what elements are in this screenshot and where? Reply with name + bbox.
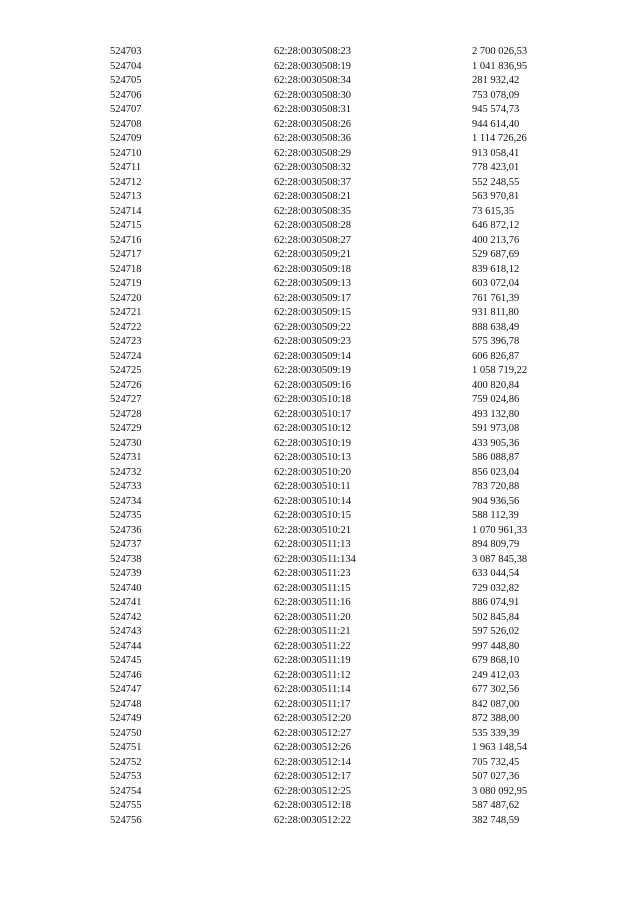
row-number-cell: 524756 <box>110 814 142 826</box>
cadastral-number-cell: 62:28:0030508:28 <box>274 220 352 231</box>
table-row <box>110 292 562 307</box>
cadastral-number-cell: 62:28:0030510:17 <box>274 408 352 420</box>
cadastral-value-cell: 856 023,04 <box>472 466 520 478</box>
cadastral-value-cell: 249 412,03 <box>472 669 520 681</box>
row-number-cell: 524724 <box>110 350 142 362</box>
table-row <box>110 147 562 162</box>
cadastral-value-cell: 552 248,55 <box>472 176 520 188</box>
table-row <box>110 567 562 582</box>
table-row <box>110 814 562 829</box>
table-row <box>110 234 562 249</box>
table-row <box>110 495 562 510</box>
cadastral-number-cell: 62:28:0030511:14 <box>274 684 351 695</box>
table-row <box>110 741 562 756</box>
cadastral-number-cell: 62:28:0030510:12 <box>274 423 352 434</box>
table-row <box>110 60 562 75</box>
row-number-cell: 524714 <box>110 205 142 217</box>
cadastral-number-cell: 62:28:0030509:17 <box>274 292 352 304</box>
cadastral-number-cell: 62:28:0030511:20 <box>274 611 351 623</box>
cadastral-number-cell: 62:28:0030509:22 <box>274 321 352 333</box>
cadastral-value-cell: 382 748,59 <box>472 814 520 826</box>
cadastral-value-cell: 944 614,40 <box>472 118 520 130</box>
row-number-cell: 524708 <box>110 118 142 130</box>
cadastral-number-cell: 62:28:0030512:20 <box>274 713 352 724</box>
cadastral-value-cell: 633 044,54 <box>472 568 520 579</box>
table-row <box>110 379 562 394</box>
table-row <box>110 451 562 466</box>
cadastral-number-cell: 62:28:0030508:34 <box>274 75 352 86</box>
cadastral-value-cell: 1 041 836,95 <box>472 60 528 72</box>
table-row <box>110 393 562 408</box>
row-number-cell: 524717 <box>110 249 142 260</box>
table-row <box>110 263 562 278</box>
cadastral-number-cell: 62:28:0030508:30 <box>274 89 352 101</box>
table-row <box>110 422 562 437</box>
row-number-cell: 524753 <box>110 771 142 782</box>
table-row <box>110 248 562 263</box>
cadastral-value-cell: 535 339,39 <box>472 727 520 739</box>
cadastral-number-cell: 62:28:0030511:19 <box>274 655 351 666</box>
cadastral-number-cell: 62:28:0030511:12 <box>274 669 351 681</box>
cadastral-value-cell: 778 423,01 <box>472 162 520 173</box>
cadastral-value-cell: 913 058,41 <box>472 147 520 159</box>
cadastral-number-cell: 62:28:0030510:14 <box>274 495 352 507</box>
cadastral-number-cell: 62:28:0030511:13 <box>274 539 351 550</box>
cadastral-number-cell: 62:28:0030509:15 <box>274 307 352 318</box>
cadastral-value-cell: 591 973,08 <box>472 423 520 434</box>
table-row <box>110 176 562 191</box>
row-number-cell: 524728 <box>110 408 142 420</box>
row-number-cell: 524749 <box>110 713 142 724</box>
cadastral-value-cell: 679 868,10 <box>472 655 520 666</box>
cadastral-value-cell: 677 302,56 <box>472 684 520 695</box>
cadastral-number-cell: 62:28:0030508:31 <box>274 104 352 115</box>
table-row <box>110 727 562 742</box>
table-row <box>110 582 562 597</box>
table-row <box>110 553 562 568</box>
cadastral-number-cell: 62:28:0030510:20 <box>274 466 352 478</box>
cadastral-number-cell: 62:28:0030508:21 <box>274 191 352 202</box>
cadastral-number-cell: 62:28:0030508:36 <box>274 133 352 144</box>
table-row <box>110 437 562 452</box>
row-number-cell: 524709 <box>110 133 142 144</box>
table-row <box>110 611 562 626</box>
cadastral-value-cell: 606 826,87 <box>472 350 520 362</box>
row-number-cell: 524723 <box>110 336 142 347</box>
table-row <box>110 654 562 669</box>
table-row <box>110 118 562 133</box>
cadastral-number-cell: 62:28:0030508:19 <box>274 60 352 72</box>
cadastral-value-cell: 575 396,78 <box>472 336 520 347</box>
cadastral-value-cell: 894 809,79 <box>472 539 520 550</box>
cadastral-number-cell: 62:28:0030512:27 <box>274 727 352 739</box>
table-body <box>110 45 562 828</box>
row-number-cell: 524746 <box>110 669 142 681</box>
row-number-cell: 524704 <box>110 60 142 72</box>
cadastral-value-cell: 945 574,73 <box>472 104 520 115</box>
row-number-cell: 524732 <box>110 466 142 478</box>
cadastral-value-cell: 872 388,00 <box>472 713 520 724</box>
cadastral-value-cell: 586 088,87 <box>472 452 520 463</box>
table-row <box>110 625 562 640</box>
row-number-cell: 524737 <box>110 539 142 550</box>
cadastral-number-cell: 62:28:0030510:11 <box>274 481 351 492</box>
table-row <box>110 466 562 481</box>
cadastral-value-cell: 493 132,80 <box>472 408 520 420</box>
row-number-cell: 524729 <box>110 423 142 434</box>
row-number-cell: 524725 <box>110 365 142 376</box>
row-number-cell: 524740 <box>110 582 142 594</box>
cadastral-number-cell: 62:28:0030508:37 <box>274 176 352 188</box>
cadastral-number-cell: 62:28:0030512:25 <box>274 785 352 797</box>
row-number-cell: 524735 <box>110 510 142 521</box>
cadastral-number-cell: 62:28:0030511:134 <box>274 553 356 565</box>
cadastral-number-cell: 62:28:0030509:13 <box>274 278 352 289</box>
table-row <box>110 683 562 698</box>
cadastral-number-cell: 62:28:0030512:26 <box>274 742 352 753</box>
cadastral-value-cell: 433 905,36 <box>472 437 520 449</box>
cadastral-value-cell: 646 872,12 <box>472 220 520 231</box>
row-number-cell: 524727 <box>110 394 142 405</box>
cadastral-value-cell: 1 963 148,54 <box>472 742 528 753</box>
row-number-cell: 524721 <box>110 307 142 318</box>
cadastral-number-cell: 62:28:0030510:15 <box>274 510 352 521</box>
cadastral-value-cell: 997 448,80 <box>472 640 520 652</box>
cadastral-number-cell: 62:28:0030508:32 <box>274 162 352 173</box>
table-row <box>110 785 562 800</box>
table-row <box>110 480 562 495</box>
cadastral-number-cell: 62:28:0030508:27 <box>274 234 352 246</box>
cadastral-number-cell: 62:28:0030509:21 <box>274 249 352 260</box>
cadastral-value-cell: 400 820,84 <box>472 379 520 391</box>
cadastral-number-cell: 62:28:0030510:13 <box>274 452 352 463</box>
cadastral-value-cell: 886 074,91 <box>472 597 520 608</box>
row-number-cell: 524750 <box>110 727 142 739</box>
cadastral-value-cell: 783 720,88 <box>472 481 520 492</box>
table-row <box>110 756 562 771</box>
row-number-cell: 524710 <box>110 147 142 159</box>
cadastral-number-cell: 62:28:0030511:22 <box>274 640 351 652</box>
row-number-cell: 524755 <box>110 800 142 811</box>
cadastral-value-cell: 753 078,09 <box>472 89 520 101</box>
row-number-cell: 524741 <box>110 597 142 608</box>
cadastral-number-cell: 62:28:0030512:22 <box>274 814 352 826</box>
table-row <box>110 306 562 321</box>
row-number-cell: 524715 <box>110 220 142 231</box>
table-row <box>110 219 562 234</box>
table-row <box>110 335 562 350</box>
cadastral-value-cell: 2 700 026,53 <box>472 46 528 57</box>
table-row <box>110 350 562 365</box>
table-row <box>110 321 562 336</box>
table-row <box>110 190 562 205</box>
row-number-cell: 524706 <box>110 89 142 101</box>
cadastral-value-cell: 281 932,42 <box>472 75 520 86</box>
table-row <box>110 45 562 60</box>
cadastral-number-cell: 62:28:0030510:19 <box>274 437 352 449</box>
cadastral-number-cell: 62:28:0030510:21 <box>274 524 352 536</box>
cadastral-number-cell: 62:28:0030511:16 <box>274 597 351 608</box>
cadastral-value-cell: 3 087 845,38 <box>472 553 528 565</box>
cadastral-value-cell: 1 058 719,22 <box>472 365 528 376</box>
cadastral-number-cell: 62:28:0030511:15 <box>274 582 351 594</box>
cadastral-value-cell: 588 112,39 <box>472 510 519 521</box>
cadastral-value-cell: 507 027,36 <box>472 771 520 782</box>
row-number-cell: 524716 <box>110 234 142 246</box>
cadastral-value-table <box>110 45 562 828</box>
row-number-cell: 524734 <box>110 495 142 507</box>
table-row <box>110 640 562 655</box>
cadastral-value-cell: 842 087,00 <box>472 698 520 710</box>
row-number-cell: 524745 <box>110 655 142 666</box>
table-row <box>110 364 562 379</box>
cadastral-number-cell: 62:28:0030508:23 <box>274 46 352 57</box>
cadastral-value-cell: 563 970,81 <box>472 191 520 202</box>
cadastral-value-cell: 729 032,82 <box>472 582 520 594</box>
row-number-cell: 524703 <box>110 46 142 57</box>
cadastral-value-cell: 502 845,84 <box>472 611 520 623</box>
table-row <box>110 161 562 176</box>
cadastral-number-cell: 62:28:0030508:26 <box>274 118 352 130</box>
cadastral-number-cell: 62:28:0030510:18 <box>274 394 352 405</box>
row-number-cell: 524707 <box>110 104 142 115</box>
table-row <box>110 524 562 539</box>
cadastral-number-cell: 62:28:0030511:17 <box>274 698 351 710</box>
row-number-cell: 524742 <box>110 611 142 623</box>
row-number-cell: 524744 <box>110 640 142 652</box>
cadastral-number-cell: 62:28:0030509:16 <box>274 379 352 391</box>
table-row <box>110 770 562 785</box>
row-number-cell: 524738 <box>110 553 142 565</box>
table-row <box>110 277 562 292</box>
row-number-cell: 524720 <box>110 292 142 304</box>
table-row <box>110 89 562 104</box>
cadastral-value-cell: 759 024,86 <box>472 394 520 405</box>
row-number-cell: 524730 <box>110 437 142 449</box>
table-row <box>110 538 562 553</box>
table-row <box>110 132 562 147</box>
row-number-cell: 524722 <box>110 321 142 333</box>
table-row <box>110 712 562 727</box>
row-number-cell: 524711 <box>110 162 142 173</box>
cadastral-number-cell: 62:28:0030509:23 <box>274 336 352 347</box>
cadastral-number-cell: 62:28:0030508:29 <box>274 147 352 159</box>
cadastral-value-cell: 705 732,45 <box>472 756 520 768</box>
row-number-cell: 524743 <box>110 626 142 637</box>
table-row <box>110 408 562 423</box>
table-row <box>110 103 562 118</box>
row-number-cell: 524748 <box>110 698 142 710</box>
cadastral-value-cell: 597 526,02 <box>472 626 520 637</box>
table-row <box>110 205 562 220</box>
row-number-cell: 524731 <box>110 452 142 463</box>
cadastral-value-cell: 1 070 961,33 <box>472 524 528 536</box>
cadastral-number-cell: 62:28:0030509:14 <box>274 350 352 362</box>
cadastral-value-cell: 587 487,62 <box>472 800 520 811</box>
table-row <box>110 74 562 89</box>
table-row <box>110 596 562 611</box>
row-number-cell: 524752 <box>110 756 142 768</box>
cadastral-value-cell: 529 687,69 <box>472 249 520 260</box>
row-number-cell: 524751 <box>110 742 142 753</box>
cadastral-value-cell: 931 811,80 <box>472 307 519 318</box>
row-number-cell: 524713 <box>110 191 142 202</box>
cadastral-value-cell: 888 638,49 <box>472 321 520 333</box>
cadastral-number-cell: 62:28:0030512:18 <box>274 800 352 811</box>
row-number-cell: 524726 <box>110 379 142 391</box>
table-row <box>110 698 562 713</box>
table-row <box>110 799 562 814</box>
row-number-cell: 524719 <box>110 278 142 289</box>
cadastral-value-cell: 839 618,12 <box>472 263 520 275</box>
cadastral-number-cell: 62:28:0030511:23 <box>274 568 351 579</box>
cadastral-value-cell: 904 936,56 <box>472 495 520 507</box>
cadastral-number-cell: 62:28:0030512:14 <box>274 756 352 768</box>
cadastral-number-cell: 62:28:0030509:19 <box>274 365 352 376</box>
cadastral-value-cell: 603 072,04 <box>472 278 520 289</box>
row-number-cell: 524754 <box>110 785 142 797</box>
cadastral-value-cell: 73 615,35 <box>472 205 514 217</box>
table-row <box>110 509 562 524</box>
cadastral-number-cell: 62:28:0030512:17 <box>274 771 352 782</box>
row-number-cell: 524705 <box>110 75 142 86</box>
cadastral-number-cell: 62:28:0030509:18 <box>274 263 352 275</box>
row-number-cell: 524747 <box>110 684 142 695</box>
cadastral-value-cell: 761 761,39 <box>472 292 520 304</box>
cadastral-number-cell: 62:28:0030511:21 <box>274 626 351 637</box>
table-row <box>110 669 562 684</box>
cadastral-number-cell: 62:28:0030508:35 <box>274 205 352 217</box>
cadastral-value-cell: 1 114 726,26 <box>472 133 527 144</box>
row-number-cell: 524733 <box>110 481 142 492</box>
cadastral-value-cell: 3 080 092,95 <box>472 785 528 797</box>
cadastral-value-cell: 400 213,76 <box>472 234 520 246</box>
row-number-cell: 524712 <box>110 176 142 188</box>
row-number-cell: 524736 <box>110 524 142 536</box>
row-number-cell: 524739 <box>110 568 142 579</box>
row-number-cell: 524718 <box>110 263 142 275</box>
